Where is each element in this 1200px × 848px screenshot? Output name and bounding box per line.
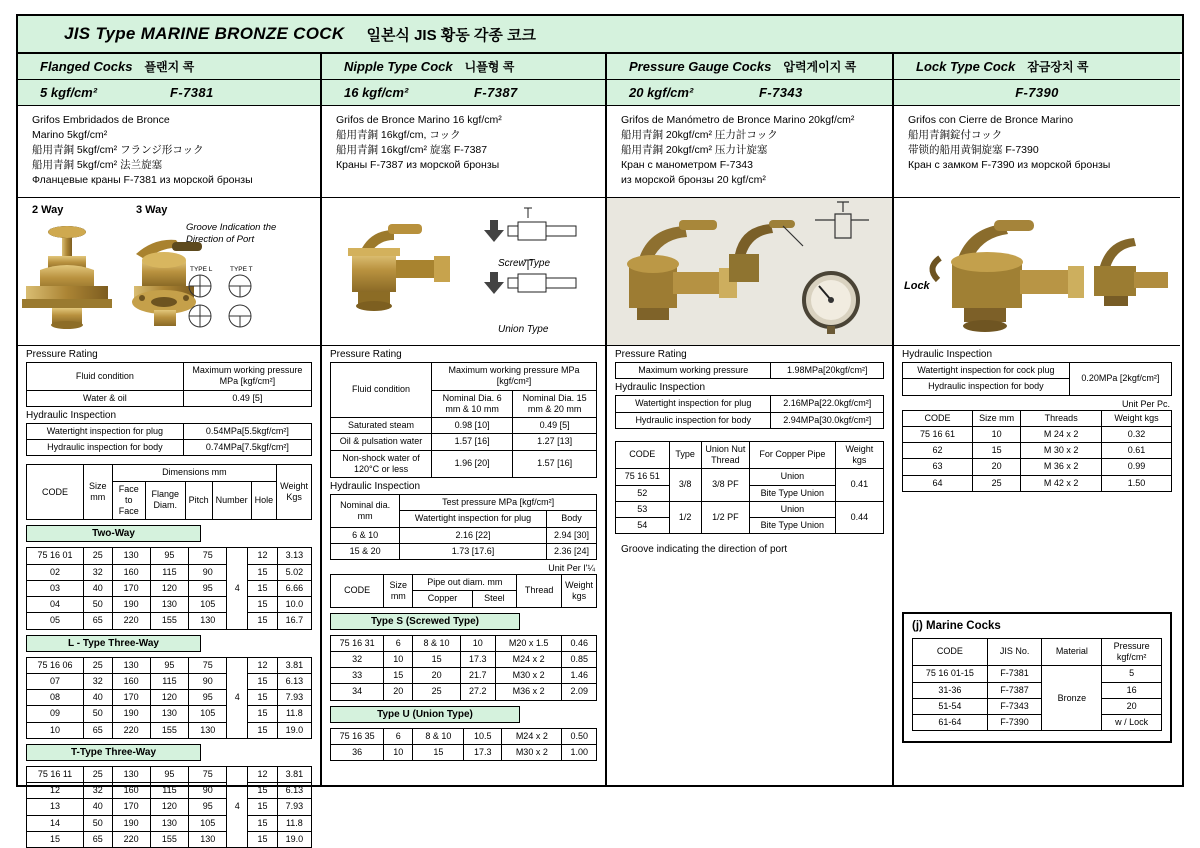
table-row: 75 16 11 25 130 95 75 4 12 3.81 — [27, 766, 312, 782]
dimensions-header-table-2: CODE Size mm Pipe out diam. mm Thread Weight kgs Copper Steel — [330, 574, 597, 608]
unit-per-label-2: Unit Per I'¼ — [548, 563, 595, 573]
table-row: 64 25 M 42 x 2 1.50 — [903, 475, 1172, 491]
section-title-hydraulic-2: Hydraulic Inspection — [330, 481, 421, 492]
table-row: Watertight inspection for plug 0.54MPa[5.5kgf/cm²] — [27, 423, 312, 439]
lock-dimensions-table: CODE Size mm Threads Weight kgs 75 16 61 10 M 24 x 2 0.32 62 15 M 30 x 2 0.61 63 20 M 36 x 2 0.99 64 25 M 42 x 2 1.50 — [902, 410, 1172, 492]
table-row: 75 16 01-15 F-7381 Bronze 5 — [913, 666, 1162, 682]
label-groove-indication: Groove Indication the Direction of Port — [186, 222, 277, 245]
nipple-cock-art — [322, 198, 605, 346]
note-groove-direction: Groove indicating the direction of port — [621, 544, 788, 556]
hydraulic-table-2: Nominal dia. mm Test pressure MPa [kgf/cm²] Watertight inspection for plug Body 6 & 10 2.16 [22] 2.94 [30] 15 & 20 1.73 [17.6] 2.36 [24] — [330, 494, 597, 560]
gauge-dimensions-table: CODE Type Union Nut Thread For Copper Pipe Weight kgs 75 16 51 3/8 3/8 PF Union 0.41 52 Bite Type Union 53 1/2 1/2 PF Union 0.44 54 Bite Type Union — [615, 441, 884, 535]
section-title-hydraulic-1: Hydraulic Inspection — [26, 409, 117, 421]
label-type-l: TYPE L — [190, 266, 213, 273]
dimensions-table-type-s — [330, 635, 597, 701]
table-row: Hydraulic inspection for body 2.94MPa[30.0kgf/cm²] — [616, 412, 884, 428]
unit-per-label-4: Unit Per Pc. — [1121, 398, 1170, 409]
column-pressure-gauge-cocks — [607, 54, 894, 787]
group-label-l-three-way: L - Type Three-Way — [26, 635, 201, 652]
table-row: 6 & 10 2.16 [22] 2.94 [30] — [331, 527, 597, 543]
table-row: 05 65 220 155 130 15 16.7 — [27, 613, 312, 629]
table-row: 13 40 170 120 95 15 7.93 — [27, 799, 312, 815]
table-row: 08 40 170 120 95 15 7.93 — [27, 690, 312, 706]
table-row: 75 16 61 10 M 24 x 2 0.32 — [903, 426, 1172, 442]
dimensions-table-two-way — [26, 547, 312, 629]
pressure-rating-table-2: Fluid condition Maximum working pressure MPa [kgf/cm²] Nominal Dia. 6 mm & 10 mm Nominal Dia. 15 mm & 20 mm Saturated steam 0.98 [10] 0.49 [5] Oil & pulsation water 1.57 [16] 1.27 [13] Non-shock water of 120°C or less 1.96 [20] 1.57 [16] — [330, 362, 597, 478]
page-title-kr: 일본식 JIS 황동 각종 코크 — [366, 26, 537, 44]
catalog-frame — [16, 14, 1184, 844]
table-row: Watertight inspection for cock plug 0.20MPa [2kgf/cm²] — [903, 363, 1172, 379]
table-row: 07 32 160 115 90 15 6.13 — [27, 673, 312, 689]
table-row: 75 16 01 25 130 95 75 4 12 3.13 — [27, 548, 312, 564]
label-lock: Lock — [904, 280, 930, 292]
column-title-en: Flanged Cocks — [40, 59, 133, 74]
table-row: 15 & 20 1.73 [17.6] 2.36 [24] — [331, 543, 597, 559]
illustration-lock — [894, 198, 1180, 346]
page-title-bar — [18, 16, 1182, 54]
column-code-row-flanged — [18, 80, 320, 106]
label-type-t: TYPE T — [230, 266, 253, 273]
product-code: F-7343 — [759, 85, 803, 100]
label-union-type: Union Type — [498, 324, 549, 335]
column-lock-type-cock — [894, 54, 1180, 787]
table-row: 63 20 M 36 x 2 0.99 — [903, 459, 1172, 475]
column-title-en: Lock Type Cock — [916, 59, 1016, 74]
section-title-hydraulic-4: Hydraulic Inspection — [902, 349, 993, 360]
table-row: 75 16 31 6 8 & 10 10 M20 x 1.5 0.46 — [331, 635, 597, 651]
marine-cocks-title: (j) Marine Cocks — [912, 619, 1001, 632]
pressure-rating-table-3 — [615, 362, 884, 379]
table-row: 33 15 20 21.7 M30 x 2 1.46 — [331, 668, 597, 684]
section-title-pressure-rating-3: Pressure Rating — [615, 349, 687, 360]
table-row: 53 1/2 1/2 PF Union 0.44 — [616, 501, 884, 517]
pressure-rating-label: 20 kgf/cm² — [629, 85, 694, 100]
table-row: 75 16 51 3/8 3/8 PF Union 0.41 — [616, 469, 884, 485]
section-title-pressure-rating-1: Pressure Rating — [26, 349, 98, 360]
group-label-type-s: Type S (Screwed Type) — [330, 613, 520, 630]
table-row: 04 50 190 130 105 15 10.0 — [27, 597, 312, 613]
table-row: Maximum working pressure 1.98MPa[20kgf/cm²] — [616, 363, 884, 379]
hydraulic-table-4 — [902, 362, 1172, 396]
column-nipple-type-cock — [322, 54, 607, 787]
table-row: 51-54 F-7343 20 — [913, 698, 1162, 714]
table-row: Hydraulic inspection for body 0.74MPa[7.5kgf/cm²] — [27, 440, 312, 456]
label-three-way: 3 Way — [136, 204, 168, 216]
product-code: F-7390 — [1015, 85, 1059, 100]
column-title-en: Pressure Gauge Cocks — [629, 59, 772, 74]
table-row: 12 32 160 115 90 15 6.13 — [27, 783, 312, 799]
columns-container — [18, 54, 1182, 844]
dimensions-header-table: CODE Size mm Dimensions mm Weight Kgs Face to Face Flange Diam. Pitch Number Hole — [26, 464, 312, 520]
column-title-kr: 니플형 콕 — [464, 60, 515, 74]
hydraulic-table-1 — [26, 423, 312, 457]
column-header-gauge — [607, 54, 892, 80]
column-header-flanged — [18, 54, 320, 80]
table-row: Watertight inspection for plug 2.16MPa[22.0kgf/cm²] — [616, 396, 884, 412]
page-title-en: JIS Type MARINE BRONZE COCK — [64, 24, 345, 43]
column-code-row-nipple — [322, 80, 605, 106]
dimensions-table-l-three-way — [26, 657, 312, 739]
column-header-nipple — [322, 54, 605, 80]
table-row: 03 40 170 120 95 15 6.66 — [27, 580, 312, 596]
section-title-pressure-rating-2: Pressure Rating — [330, 349, 402, 360]
pressure-rating-label: 5 kgf/cm² — [40, 85, 98, 100]
table-row: Water & oil 0.49 [5] — [27, 390, 312, 406]
table-row: 75 16 06 25 130 95 75 4 12 3.81 — [27, 657, 312, 673]
column-title-en: Nipple Type Cock — [344, 59, 453, 74]
table-row: 36 10 15 17.3 M30 x 2 1.00 — [331, 744, 597, 760]
table-row: 31-36 F-7387 16 — [913, 682, 1162, 698]
table-row: 14 50 190 130 105 15 11.8 — [27, 815, 312, 831]
table-row: 52 Bite Type Union — [616, 485, 884, 501]
product-code: F-7387 — [474, 85, 518, 100]
table-row: 32 10 15 17.3 M24 x 2 0.85 — [331, 651, 597, 667]
marine-cocks-box — [902, 612, 1172, 744]
table-row: 02 32 160 115 90 15 5.02 — [27, 564, 312, 580]
flanged-cock-art — [18, 198, 320, 346]
pressure-rating-label: 16 kgf/cm² — [344, 85, 409, 100]
table-row: Hydraulic inspection for body — [903, 379, 1172, 395]
column-title-kr: 잠금장치 콕 — [1027, 60, 1089, 74]
table-row: 34 20 25 27.2 M36 x 2 2.09 — [331, 684, 597, 700]
table-row: 75 16 35 6 8 & 10 10.5 M24 x 2 0.50 — [331, 728, 597, 744]
column-title-kr: 압력게이지 콕 — [783, 60, 857, 74]
lock-cock-art — [894, 198, 1180, 346]
description-nipple: Grifos de Bronce Marino 16 kgf/cm² 船用青銅 16kgf/cm, コック 船用青銅 16kgf/cm² 旋塞 F-7387 Краны F-7387 из морской бронзы — [322, 106, 605, 198]
pressure-rating-table-1: Fluid condition Maximum working pressure MPa [kgf/cm²] Water & oil 0.49 [5] — [26, 362, 312, 407]
label-two-way: 2 Way — [32, 204, 64, 216]
group-label-t-three-way: T-Type Three-Way — [26, 744, 201, 761]
column-title-kr: 플랜지 콕 — [144, 60, 195, 74]
table-row: 61-64 F-7390 w / Lock — [913, 715, 1162, 731]
illustration-flanged — [18, 198, 320, 346]
table-row: Saturated steam 0.98 [10] 0.49 [5] — [331, 418, 597, 434]
table-row: 09 50 190 130 105 15 11.8 — [27, 706, 312, 722]
hydraulic-table-3 — [615, 395, 884, 429]
illustration-gauge — [607, 198, 892, 346]
column-code-row-lock — [894, 80, 1180, 106]
column-code-row-gauge — [607, 80, 892, 106]
description-gauge: Grifos de Manómetro de Bronce Marino 20kgf/cm² 船用青銅 20kgf/cm² 圧力計コック 船用青銅 20kgf/cm² 压力计旋塞 Кран с манометром F-7343 из морской бронзы 20 kgf/cm² — [607, 106, 892, 198]
description-flanged: Grifos Embridados de Bronce Marino 5kgf/cm² 船用青銅 5kgf/cm² フランジ形コック 船用青銅 5kgf/cm² 法兰旋塞 Фланцевые краны F-7381 из морской бронзы — [18, 106, 320, 198]
dimensions-table-t-three-way — [26, 766, 312, 848]
group-label-two-way: Two-Way — [26, 525, 201, 542]
column-flanged-cocks — [18, 54, 322, 844]
marine-cocks-table: CODE JIS No. Material Pressure kgf/cm² 75 16 01-15 F-7381 Bronze 5 31-36 F-7387 16 51-54 F-7343 20 61-64 F-7390 w / Lock — [912, 638, 1162, 732]
table-row: 15 65 220 155 130 15 19.0 — [27, 831, 312, 847]
illustration-nipple — [322, 198, 605, 346]
dimensions-table-type-u — [330, 728, 597, 762]
table-row: Non-shock water of 120°C or less 1.96 [20] 1.57 [16] — [331, 450, 597, 478]
column-header-lock — [894, 54, 1180, 80]
group-label-type-u: Type U (Union Type) — [330, 706, 520, 723]
gauge-cock-art — [607, 198, 892, 346]
table-row: Oil & pulsation water 1.57 [16] 1.27 [13] — [331, 434, 597, 450]
table-row: 10 65 220 155 130 15 19.0 — [27, 722, 312, 738]
label-screw-type: Screw Type — [498, 258, 551, 269]
table-row: 62 15 M 30 x 2 0.61 — [903, 443, 1172, 459]
description-lock: Grifos con Cierre de Bronce Marino 船用青銅錠付コック 带锁的船用黄铜旋塞 F-7390 Кран с замком F-7390 из морской бронзы — [894, 106, 1180, 198]
section-title-hydraulic-3: Hydraulic Inspection — [615, 382, 706, 394]
table-row: 54 Bite Type Union — [616, 518, 884, 534]
product-code: F-7381 — [170, 85, 214, 100]
